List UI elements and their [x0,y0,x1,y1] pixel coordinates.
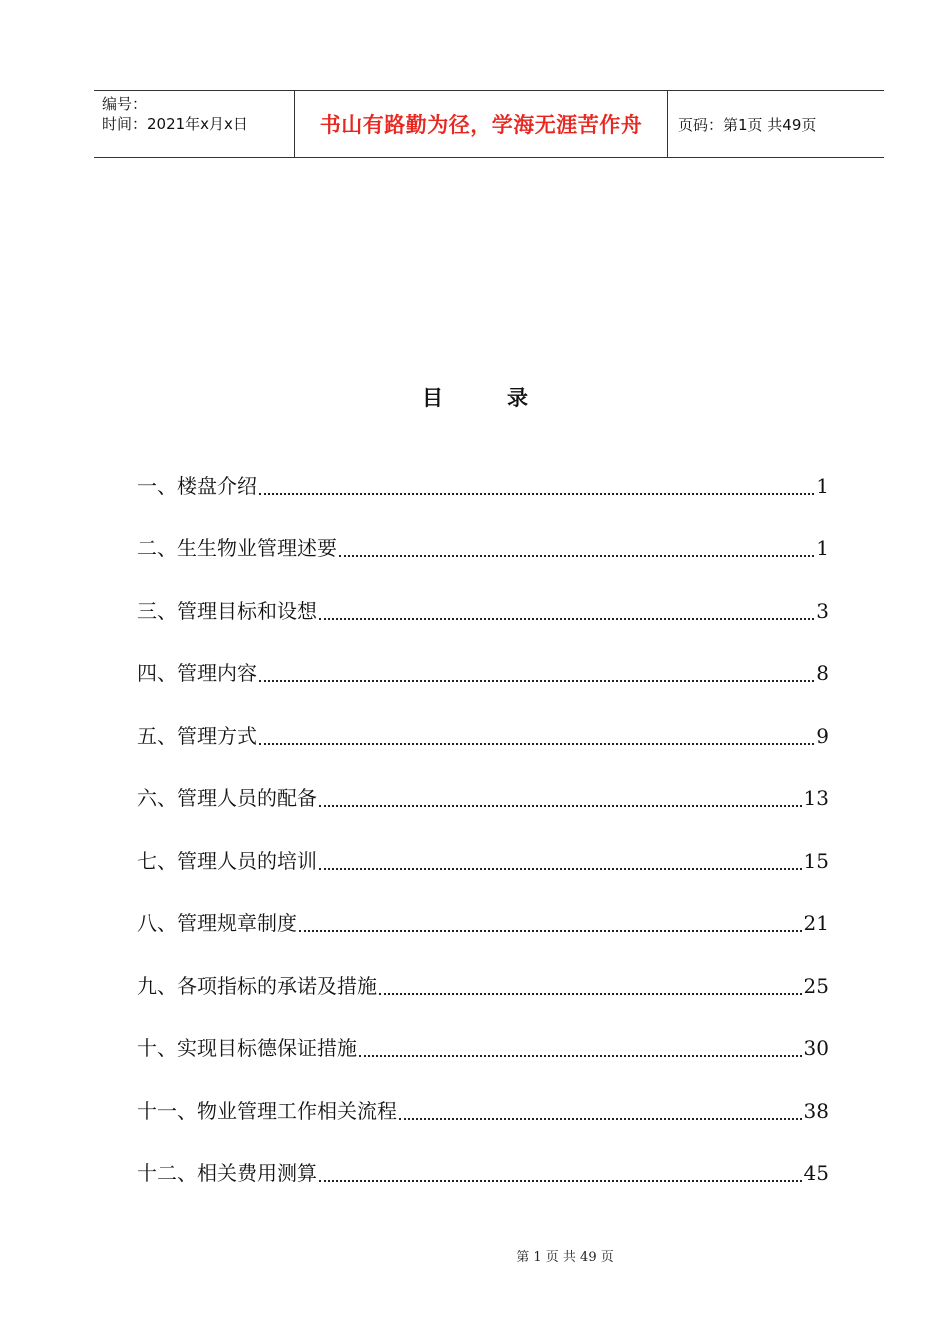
dot-leader [259,743,814,745]
toc-entry-7[interactable] [137,816,829,879]
dot-leader [319,868,802,870]
toc-entry-1[interactable] [137,441,829,504]
toc-entry-3[interactable] [137,566,829,629]
toc-entry-label: 一、楼盘介绍 [137,473,257,498]
toc-title: 目录 [422,386,592,410]
toc-entry-label: 八、管理规章制度 [137,911,297,935]
toc-entry-page: 38 [803,1098,829,1123]
toc-entry-page: 21 [803,911,829,935]
dot-leader [299,930,802,932]
toc-entry-label: 九、各项指标的承诺及措施 [137,973,377,998]
header-meta [94,91,294,157]
header-page-info: 页码：第1页 共49页 [678,115,817,134]
dot-leader [319,805,802,807]
toc-entry-label: 二、生生物业管理述要 [137,536,337,560]
toc-entry-label: 六、管理人员的配备 [137,786,317,810]
dot-leader [399,1118,802,1120]
toc-entry-11[interactable] [137,1066,829,1129]
toc-entry-page: 25 [803,973,829,998]
toc-entry-label: 十、实现目标德保证措施 [137,1036,357,1060]
toc-entry-label: 十一、物业管理工作相关流程 [137,1098,397,1123]
toc-entry-label: 四、管理内容 [137,661,257,685]
slogan-text: 书山有路勤为径，学海无涯苦作舟 [319,113,643,137]
toc-entry-page: 1 [816,536,829,560]
toc-entry-9[interactable] [137,941,829,1004]
dot-leader [339,555,814,557]
toc-entry-page: 1 [816,473,829,498]
toc-entry-label: 十二、相关费用测算 [137,1161,317,1185]
toc-entry-label: 七、管理人员的培训 [137,848,317,873]
toc-entry-page: 15 [803,848,829,873]
serial-number-label: 编号： [102,95,148,113]
toc-entry-10[interactable] [137,1004,829,1067]
toc-entry-page: 8 [816,661,829,685]
toc-entry-6[interactable] [137,754,829,817]
toc-entry-label: 五、管理方式 [137,723,257,748]
dot-leader [379,993,802,995]
toc-entry-2[interactable] [137,504,829,567]
toc-entry-page: 30 [803,1036,829,1060]
dot-leader [259,680,814,682]
time-label: 时间：2021年x月x日 [102,115,248,133]
toc-entry-page: 3 [816,598,829,623]
page-footer: 第 1 页 共 49 页 [516,1250,614,1265]
toc-entry-page: 13 [803,786,829,810]
toc-entry-page: 45 [803,1161,829,1185]
table-of-contents [137,441,829,1191]
header-slogan-cell [294,91,668,157]
toc-entry-label: 三、管理目标和设想 [137,598,317,623]
toc-entry-12[interactable] [137,1129,829,1192]
dot-leader [359,1055,802,1057]
toc-entry-page: 9 [816,723,829,748]
toc-entry-5[interactable] [137,691,829,754]
dot-leader [319,618,814,620]
toc-entry-8[interactable] [137,879,829,942]
dot-leader [319,1180,802,1182]
page-header [94,90,884,158]
toc-entry-4[interactable] [137,629,829,692]
dot-leader [259,493,814,495]
